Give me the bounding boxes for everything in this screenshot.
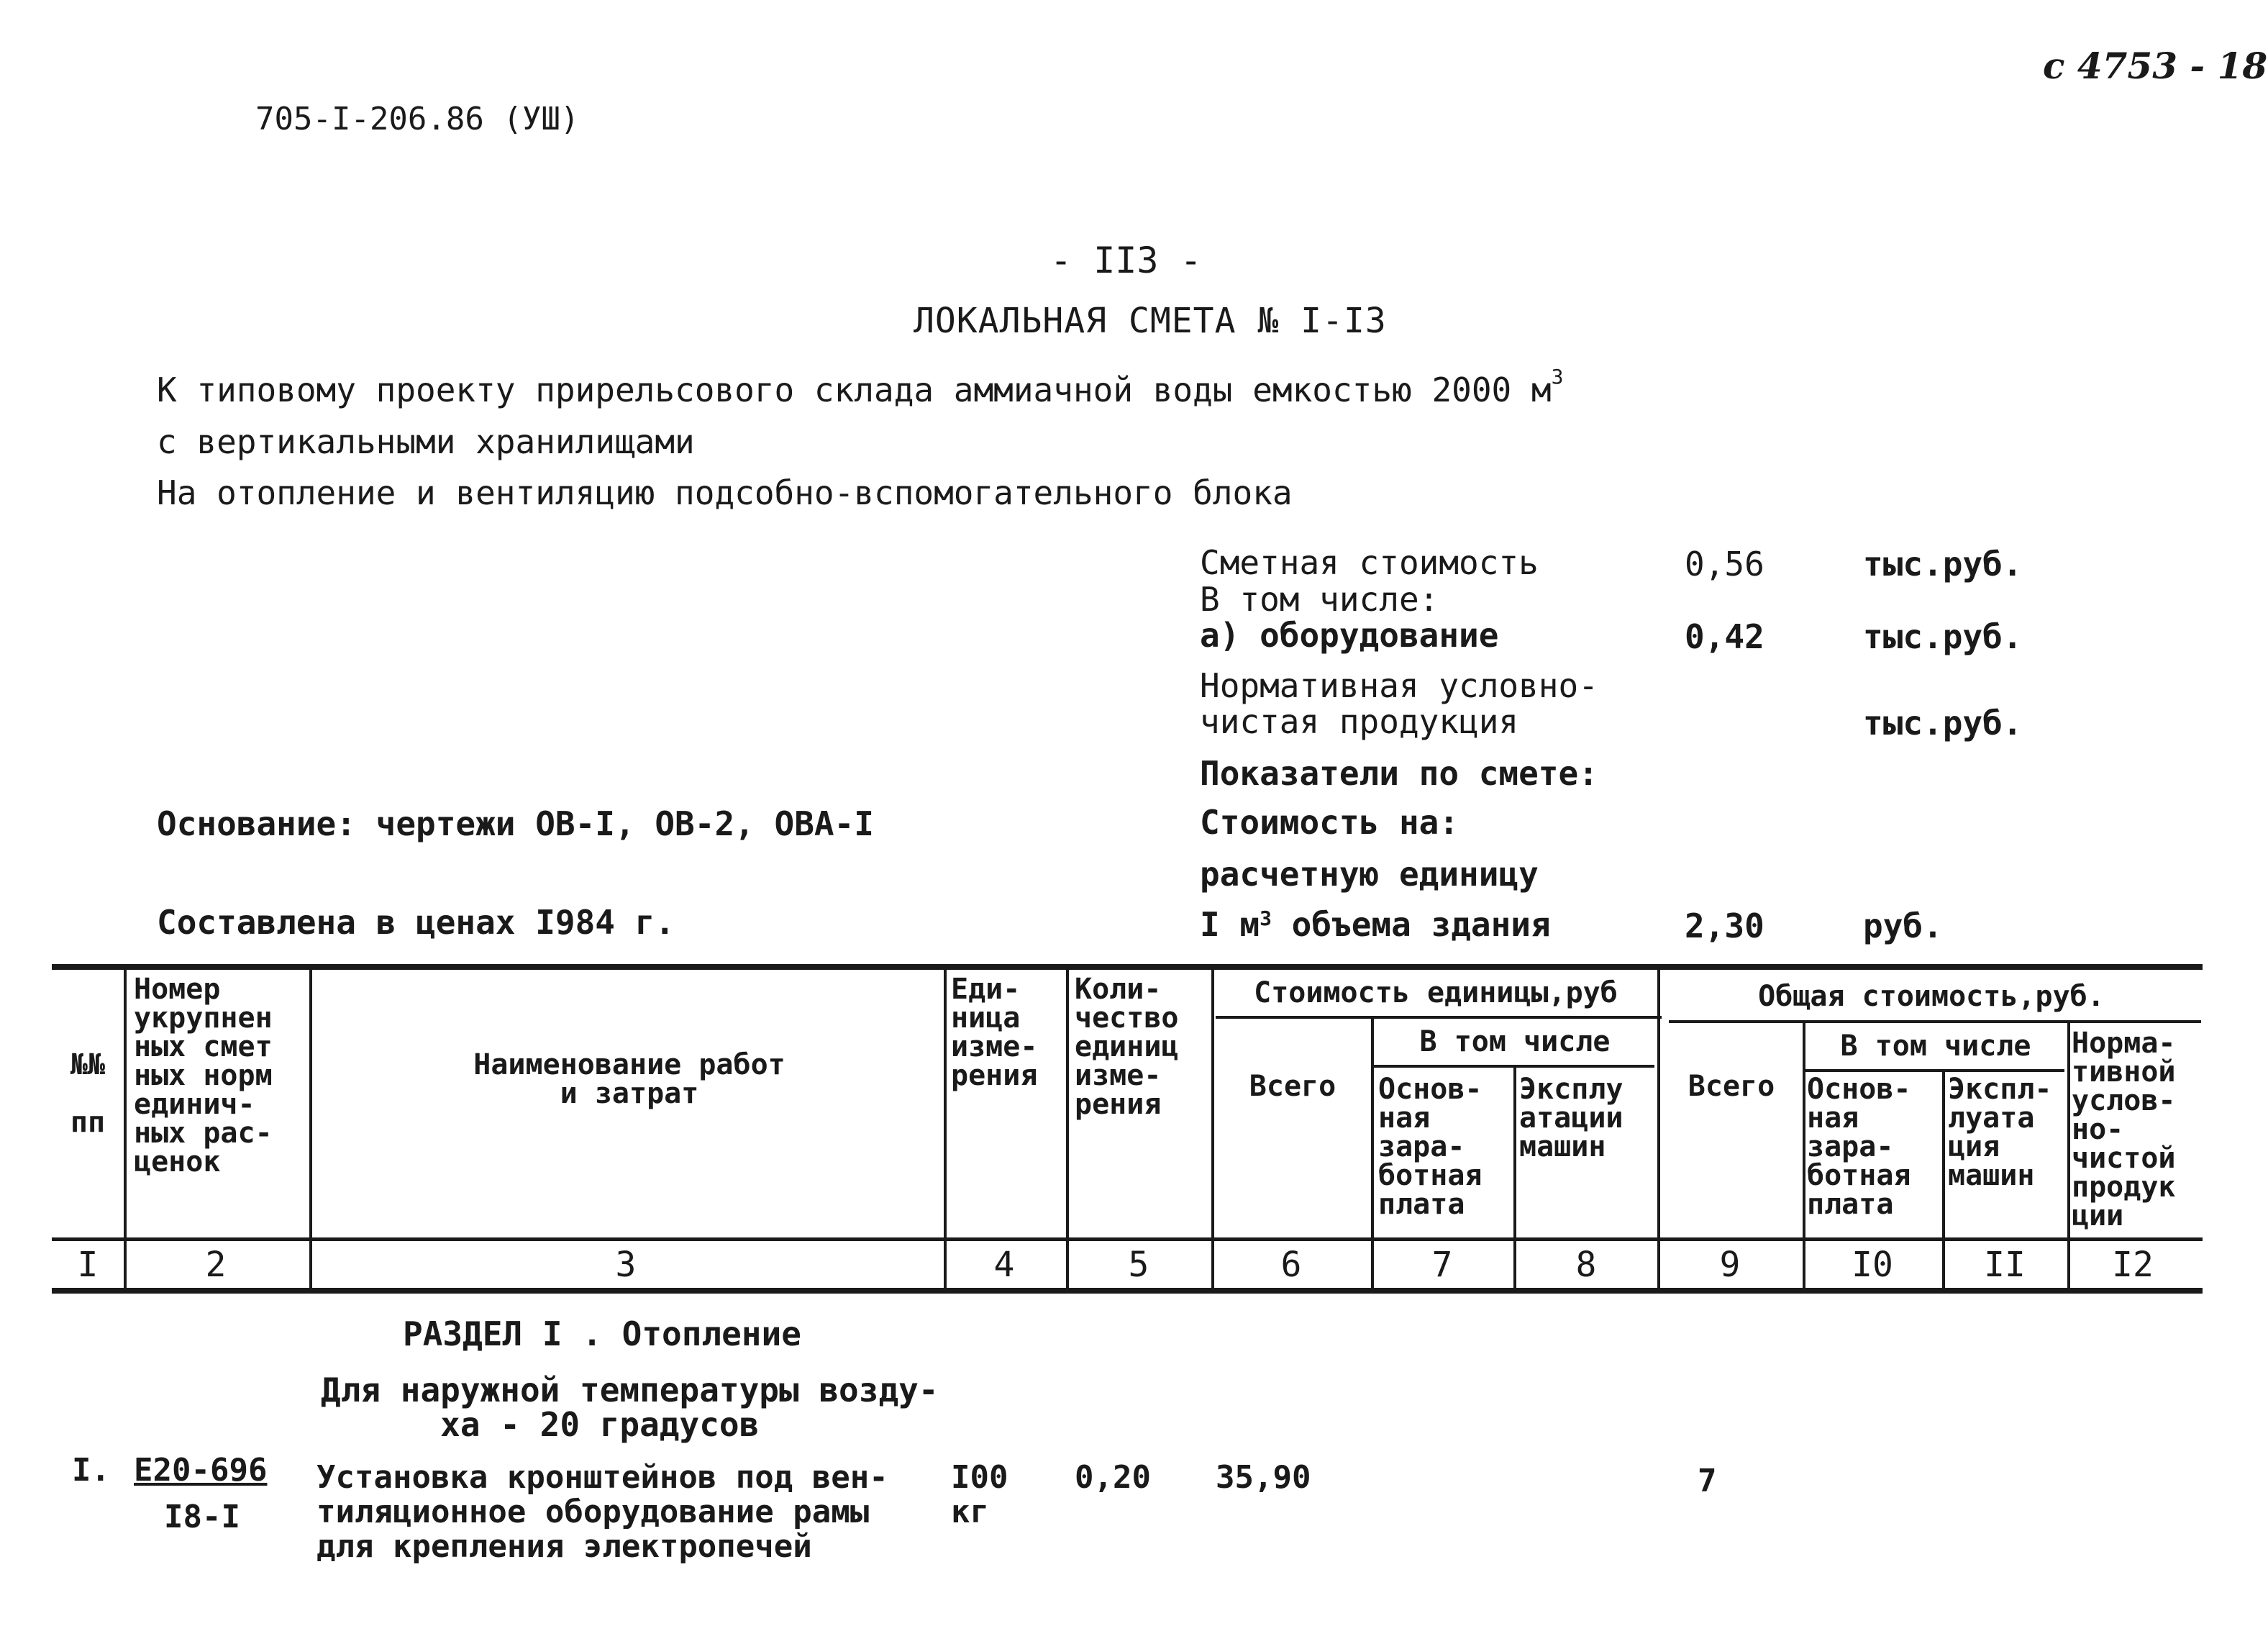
column-number: I <box>77 1245 99 1285</box>
subsection-title: Для наружной температуры возду- ха - 20 градусов <box>321 1371 939 1444</box>
header-work-name: Наименование работ и затрат <box>473 1048 785 1110</box>
column-number: 2 <box>205 1245 227 1285</box>
col-divider-5 <box>1211 964 1214 1288</box>
col-divider-4 <box>1066 964 1069 1288</box>
document-code: 705-I-206.86 (УШ) <box>255 101 580 137</box>
header-unit-wages: Основ- ная зара- ботная плата <box>1378 1073 1483 1221</box>
intro-line-3: На отопление и вентиляцию подсобно-вспомогательного блока <box>157 473 1293 512</box>
column-number: 6 <box>1280 1245 1302 1285</box>
column-number: I2 <box>2112 1245 2154 1285</box>
header-total-cost: Общая стоимость,руб. <box>1758 980 2105 1013</box>
header-unit-cost: Стоимость единицы,руб <box>1254 976 1618 1009</box>
archive-handwritten-note: с 4753 - 18 <box>2043 45 2268 87</box>
summary-volume-label: I $м^3$ объема здания <box>1200 905 1551 944</box>
page-number: - II3 - <box>1050 240 1202 281</box>
summary-cost-unit: тыс.руб. <box>1863 545 2023 583</box>
header-total-wages: Основ- ная зара- ботная плата <box>1807 1073 1911 1221</box>
table-row-number: I. <box>72 1452 110 1489</box>
table-row-unit-total: 35,90 <box>1216 1459 1311 1496</box>
intro-line-2: с вертикальными хранилищами <box>157 422 695 461</box>
summary-indicators-label: Показатели по смете: <box>1200 754 1598 793</box>
col-divider-7 <box>1513 1065 1516 1288</box>
summary-including-label: В том числе: <box>1200 580 1439 619</box>
column-number: 4 <box>993 1245 1015 1285</box>
header-total-including: В том числе <box>1840 1030 2031 1063</box>
table-row-total: 7 <box>1698 1463 1717 1499</box>
column-number: 7 <box>1431 1245 1453 1285</box>
total-cost-divider <box>1669 1020 2201 1023</box>
column-number: 3 <box>615 1245 637 1285</box>
header-row-number: №№ пп <box>70 1048 106 1139</box>
header-total-machines: Экспл- луата ция машин <box>1948 1073 2052 1192</box>
col-divider-8 <box>1657 964 1660 1288</box>
summary-equipment-label: а) оборудование <box>1200 616 1499 655</box>
summary-volume-value: 2,30 <box>1685 907 1764 945</box>
unit-cost-divider <box>1216 1016 1662 1019</box>
column-numbers-border <box>52 1288 2203 1294</box>
col-divider-10 <box>1942 1069 1945 1288</box>
col-divider-2 <box>309 964 312 1288</box>
table-row-work-name: Установка кронштейнов под вен- тиляционное оборудование рамы для крепления электропечей <box>316 1459 888 1565</box>
section-title: РАЗДЕЛ I . Отопление <box>403 1314 801 1353</box>
summary-volume-unit: руб. <box>1863 907 1943 945</box>
header-unit-total: Всего <box>1249 1070 1336 1103</box>
header-quantity: Коли- чество единиц изме- рения <box>1075 973 1179 1121</box>
header-bottom-border <box>52 1237 2203 1241</box>
summary-cost-value: 0,56 <box>1685 545 1764 583</box>
summary-normative-label-1: Нормативная условно- <box>1200 666 1598 705</box>
summary-cost-label: Сметная стоимость <box>1200 543 1539 582</box>
header-unit-including: В том числе <box>1419 1025 1611 1058</box>
column-number: I0 <box>1852 1245 1893 1285</box>
summary-cost-per-label: Стоимость на: <box>1200 803 1459 842</box>
column-number: 5 <box>1128 1245 1149 1285</box>
summary-equipment-value: 0,42 <box>1685 617 1764 656</box>
summary-normative-unit: тыс.руб. <box>1863 704 2023 742</box>
column-number: 8 <box>1575 1245 1597 1285</box>
summary-calc-unit-label: расчетную единицу <box>1200 855 1539 894</box>
basis-text: Основание: чертежи ОВ-I, ОВ-2, ОВА-I <box>157 804 874 843</box>
total-incl-divider <box>1805 1069 2064 1072</box>
summary-equipment-unit: тыс.руб. <box>1863 617 2023 656</box>
table-row-quantity: 0,20 <box>1075 1459 1151 1496</box>
table-row-unit: I00 кг <box>951 1459 1008 1530</box>
table-top-border <box>52 964 2203 970</box>
column-number: 9 <box>1719 1245 1741 1285</box>
header-normative-product: Норма- тивной услов- но- чистой продук ции <box>2072 1027 2176 1232</box>
header-total-all: Всего <box>1688 1070 1775 1103</box>
intro-line-1: К типовому проекту прирельсового склада аммиачной воды емкостью 2000 $м^3$ <box>157 365 1564 409</box>
header-norm-number: Номер укрупнен ных смет ных норм единич- ных рас- ценок <box>134 973 273 1178</box>
col-divider-11 <box>2067 1020 2070 1288</box>
summary-normative-label-2: чистая продукция <box>1200 702 1519 741</box>
table-row-norm-bottom: I8-I <box>164 1499 240 1535</box>
col-divider-6 <box>1371 1016 1374 1288</box>
page-title: ЛОКАЛЬНАЯ СМЕТА № I-I3 <box>914 301 1387 341</box>
table-row-norm-top: Е20-696 <box>134 1452 268 1489</box>
col-divider-1 <box>124 964 127 1288</box>
header-unit-machines: Эксплу атации машин <box>1519 1073 1623 1163</box>
compiled-text: Составлена в ценах I984 г. <box>157 903 675 942</box>
col-divider-3 <box>944 964 947 1288</box>
header-unit: Еди- ница изме- рения <box>951 973 1038 1092</box>
column-number: II <box>1984 1245 2026 1285</box>
